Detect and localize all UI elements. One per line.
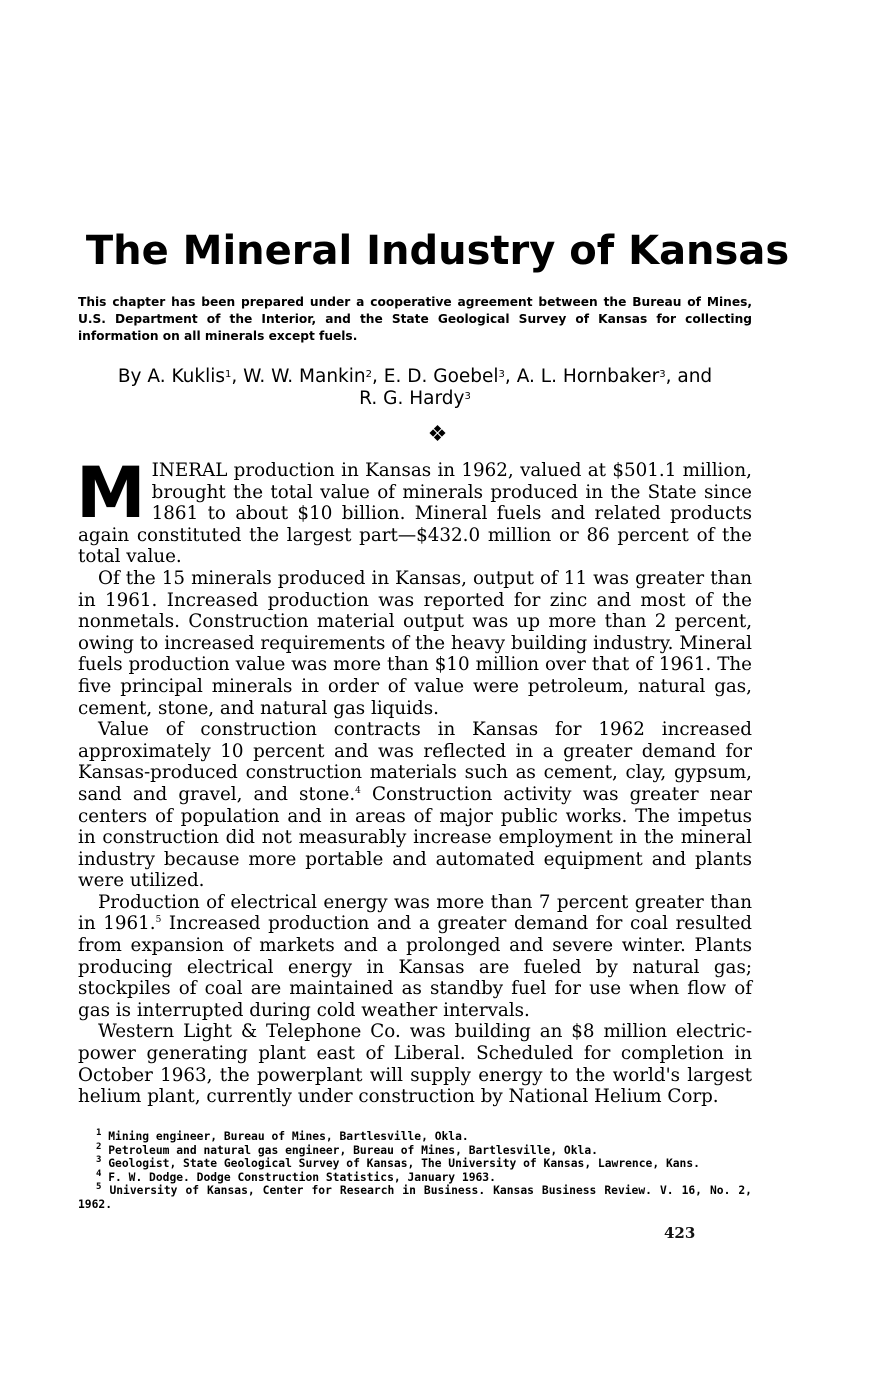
footnote-mark: 5 [96,1182,102,1193]
author-footnote-mark: 3 [464,391,471,402]
footnote-text: Geologist, State Geological Survey of Kansas, The University of Kansas, Lawrence, Kans. [108,1157,700,1171]
footnote-mark: 1 [96,1128,102,1138]
footnote-text: Petroleum and natural gas engineer, Bureau of Mines, Bartlesville, Okla. [108,1143,598,1157]
footnote-text: Mining engineer, Bureau of Mines, Bartlesville, Okla. [108,1130,469,1143]
byline-conjunction: and [677,366,713,387]
chapter-title: The Mineral Industry of Kansas [85,228,790,274]
footnote [78,1168,752,1185]
byline-prefix: By [117,366,142,387]
footnote-text: F. W. Dodge. Dodge Construction Statistics, January 1963. [108,1170,496,1184]
paragraph [76,452,752,568]
author-name: A. Kuklis [147,366,226,387]
author-name: E. D. Goebel [383,366,499,387]
author-name: A. L. Hornbaker [516,366,660,387]
paragraph: Western Light & Telephone Co. was building an $8 million electric-power generating plant east of Liberal. Scheduled for completion in October 1963, the powerplant will supply energy to the world's largest helium plant, currently under construction by National Helium Corp. [78,1021,752,1108]
author-footnote-mark: 3 [659,369,666,380]
footnote [78,1184,752,1211]
ornament-divider-icon: ❖ [427,422,448,447]
footnote [78,1157,752,1171]
footnote-text: University of Kansas, Center for Research in Business. Kansas Business Review. V. 16, No. 2, 1962. [78,1184,752,1211]
paragraph-text: INERAL production in Kansas in 1962, valued at $501.1 million, brought the total value of minerals produced in the State since 1861 to about $10 billion. Mineral fuels and related products again constituted the largest part—$432.0 million or 86 percent of the total value. [78,460,752,568]
footnotes [78,1130,752,1212]
footnote-mark: 2 [96,1141,102,1152]
paragraph: Of the 15 minerals produced in Kansas, output of 11 was greater than in 1961. Increased production was reported for zinc and most of the nonmetals. Construction material output was up more than 2 percent, owing to increased requirements of the heavy building industry. Mineral fuels production value was more than $10 million over that of 1961. The five principal minerals in order of value were petroleum, natural gas, cement, stone, and natural gas liquids. [78,567,752,719]
author-name: W. W. Mankin [243,366,366,387]
paragraph [78,892,752,1022]
paragraph-text: Production of electrical energy was more than 7 percent greater than in 1961. [78,891,752,935]
page-number: 423 [664,1224,696,1242]
paragraph-text: Increased production and a greater demand for coal resulted from expansion of markets and a prolonged and severe winter. Plants producing electrical energy in Kansas are fueled by natural gas; stockpiles of coal are maintained as standby fuel for use when flow of gas is interrupted during cold weather intervals. [78,913,752,1021]
footnote-mark: 4 [96,1168,102,1179]
author-footnote-mark: 1 [225,369,232,380]
paragraph-text: Construction activity was greater near centers of population and in areas of major public works. The impetus in construction did not measurably increase employment in the mineral industry because more portable and automated equipment and plants were utilized. [78,783,752,892]
paragraph [78,719,752,892]
footnote-mark: 3 [96,1155,102,1166]
footnote-reference[interactable]: 5 [155,915,162,926]
paragraph-text: Value of construction contracts in Kansas for 1962 increased approximately 10 percent and was reflected in a greater demand for Kansas-produced construction materials such as cement, clay, gypsum, sand and gravel, and stone. [78,719,752,805]
author-byline: By A. Kuklis$^1$, W. W. Mankin$^2$, E. D. Goebel$^3$, A. L. Hornbaker$^3$, and R. G. Hardy$^3$ [117,366,713,409]
footnote-reference[interactable]: 4 [355,785,361,796]
footnote [78,1141,752,1158]
author-name: R. G. Hardy [359,388,465,409]
drop-cap: M [76,452,146,534]
article-body [76,452,752,1108]
author-footnote-mark: 2 [365,369,373,380]
footnote [78,1130,752,1144]
chapter-intro-note: This chapter has been prepared under a cooperative agreement between the Bureau of Mines, U.S. Department of the Interior, and the State Geological Survey of Kansas for collecting information on all minerals except fuels. [78,295,752,343]
author-footnote-mark: 3 [498,369,505,380]
